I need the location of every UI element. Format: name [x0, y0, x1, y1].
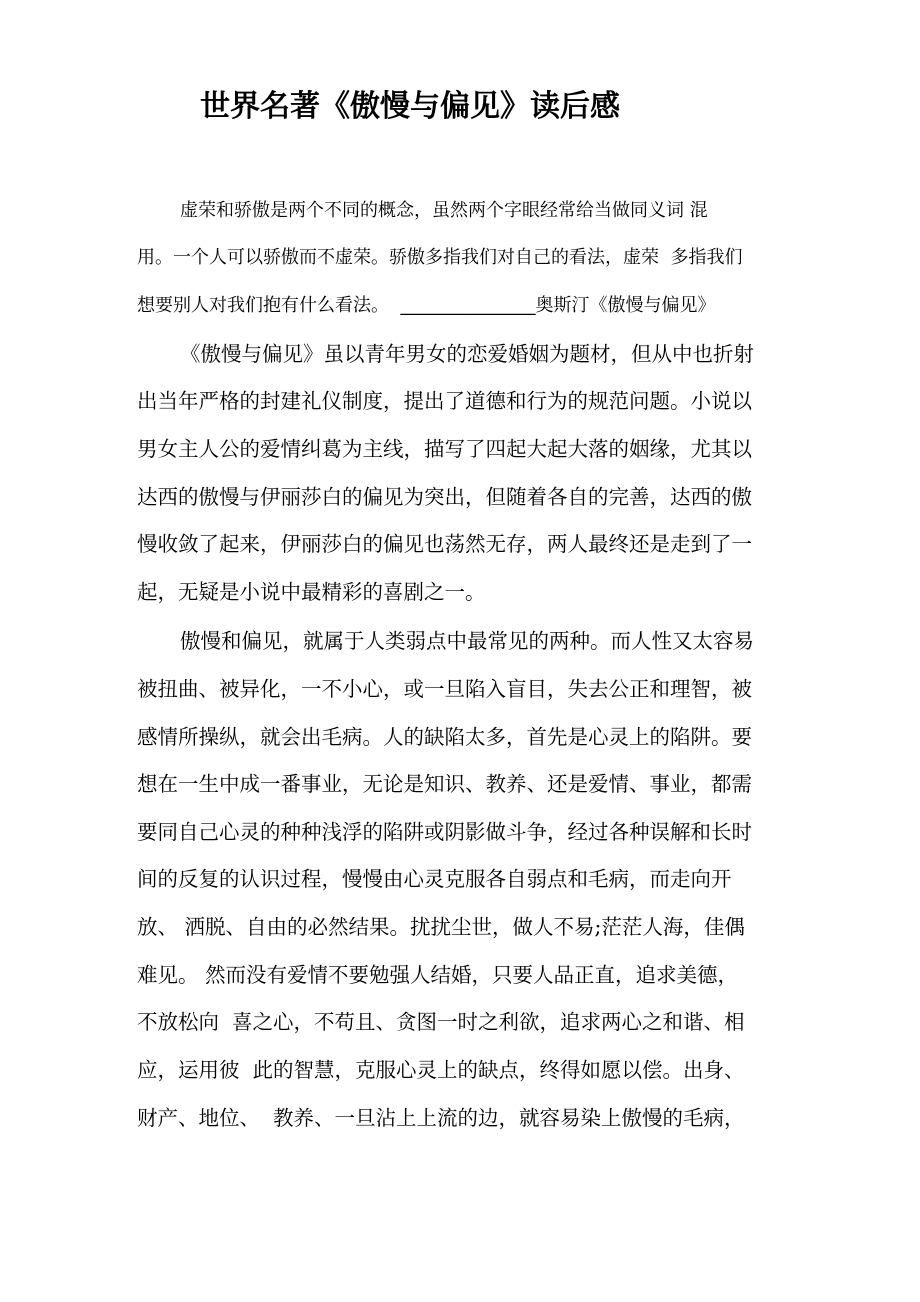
paragraph-line: 不放松向 喜之心，不苟且、贪图一时之利欲，追求两心之和谐、相	[137, 1010, 745, 1034]
paragraph-line: 达西的傲慢与伊丽莎白的偏见为突出，但随着各自的完善，达西的傲	[137, 485, 752, 509]
quote-line: 虚荣和骄傲是两个不同的概念，虽然两个字眼经常给当做同义词 混	[180, 200, 708, 221]
paragraph-line: 财产、地位、 教养、一旦沾上上流的边，就容易染上傲慢的毛病，	[137, 1106, 745, 1130]
quote-line: 想要别人对我们抱有什么看法。 _______________奥斯汀《傲慢与偏见》	[137, 295, 716, 316]
paragraph-line: 慢收敛了起来，伊丽莎白的偏见也荡然无存，两人最终还是走到了一	[137, 532, 752, 556]
paragraph-line: 要同自己心灵的种种浅浮的陷阱或阴影做斗争，经过各种误解和长时	[137, 820, 752, 844]
paragraph-line: 起，无疑是小说中最精彩的喜剧之一。	[137, 580, 486, 604]
paragraph-line: 《傲慢与偏见》虽以青年男女的恋爱婚姻为题材，但从中也折射	[180, 342, 754, 366]
paragraph-line: 应，运用彼 此的智慧，克服心灵上的缺点，终得如愿以偿。出身、	[137, 1058, 745, 1082]
paragraph-line: 间的反复的认识过程，慢慢由心灵克服各自弱点和毛病，而走向开	[137, 867, 732, 891]
page-title: 世界名著《傲慢与偏见》读后感	[200, 89, 620, 124]
paragraph-line: 感情所操纵，就会出毛病。人的缺陷太多，首先是心灵上的陷阱。要	[137, 725, 752, 749]
paragraph-line: 出当年严格的封建礼仪制度，提出了道德和行为的规范问题。小说以	[137, 389, 752, 413]
paragraph-line: 难见。 然而没有爱情不要勉强人结婚，只要人品正直，追求美德，	[137, 963, 739, 987]
paragraph-line: 放、 洒脱、自由的必然结果。扰扰尘世，做人不易;茫茫人海，佳偶	[137, 915, 745, 939]
paragraph-line: 被扭曲、被异化，一不小心，或一旦陷入盲目，失去公正和理智，被	[137, 677, 752, 701]
paragraph-line: 想在一生中成一番事业，无论是知识、教养、还是爱情、事业，都需	[137, 772, 752, 796]
quote-line: 用。一个人可以骄傲而不虚荣。骄傲多指我们对自己的看法，虚荣 多指我们	[137, 247, 743, 268]
paragraph-line: 傲慢和偏见，就属于人类弱点中最常见的两种。而人性又太容易	[180, 629, 754, 653]
paragraph-line: 男女主人公的爱情纠葛为主线，描写了四起大起大落的姻缘，尤其以	[137, 437, 752, 461]
